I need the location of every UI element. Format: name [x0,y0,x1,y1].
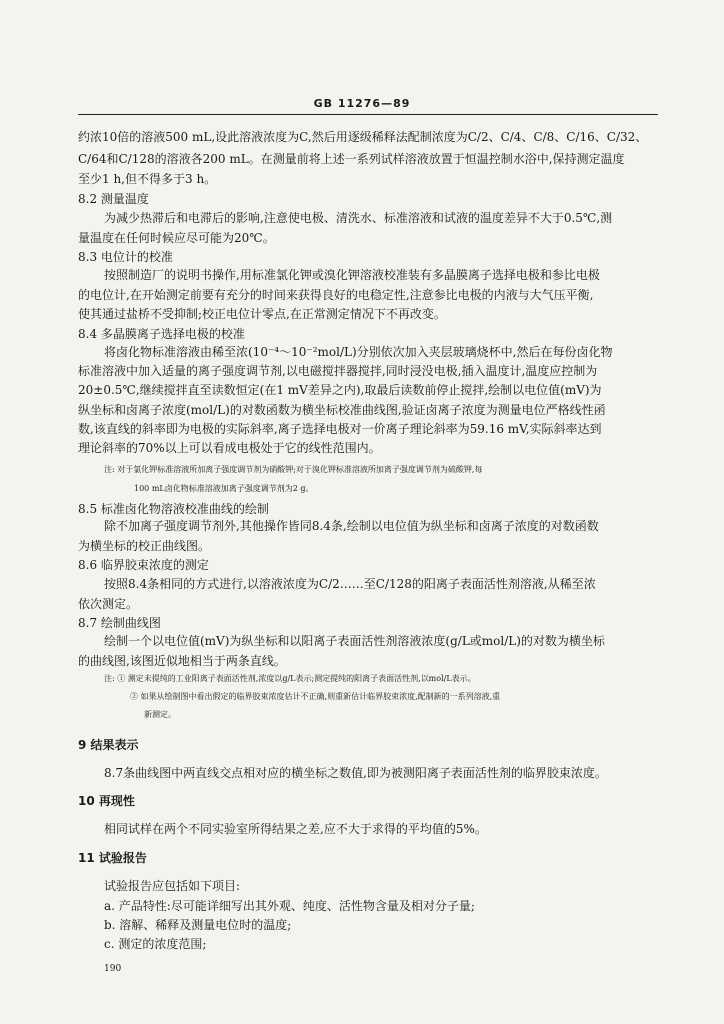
note-text: 新测定。 [144,710,176,719]
list-item: a. 产品特性:尽可能详细写出其外观、纯度、活性物含量及相对分子量; [104,899,475,913]
section-heading-8-6: 8.6 临界胶束浓度的测定 [78,558,209,572]
body-text: 按照8.4条相同的方式进行,以溶液浓度为C/2……至C/128的阳离子表面活性剂溶液,从稀至浓 [104,577,596,591]
body-text: 使其通过盐桥不受抑制;校正电位计零点,在正常测定情况下不再改变。 [78,307,446,321]
section-heading-10: 10 再现性 [78,794,135,808]
page-number: 190 [104,964,122,974]
body-text: 将卤化物标准溶液由稀至浓(10⁻⁴～10⁻²mol/L)分别依次加入夹层玻璃烧杯中,然后在每份卤化物 [104,345,613,359]
body-text: 20±0.5℃,继续搅拌直至读数恒定(在1 mV差异之内),取最后读数前停止搅拌,绘制以电位值(mV)为 [78,383,602,397]
note-text: 注: ① 测定未提纯的工业阳离子表面活性剂,浓度以g/L表示;测定提纯的阳离子表面活性剂,以mol/L表示。 [104,674,476,683]
body-text: 除不加离子强度调节剂外,其他操作皆同8.4条,绘制以电位值为纵坐标和卤离子浓度的对数函数 [104,519,599,533]
section-heading-9: 9 结果表示 [78,738,139,752]
body-text: 理论斜率的70%以上可以看成电极处于它的线性范围内。 [78,441,381,455]
standard-header: GB 11276—89 [313,97,411,110]
body-text: 约浓10倍的溶液500 mL,设此溶液浓度为C,然后用逐级稀释法配制浓度为C/2、C/4、C/8、C/16、C/32、 [78,130,648,144]
section-heading-8-4: 8.4 多晶膜离子选择电极的校准 [78,327,245,341]
body-text: 按照制造厂的说明书操作,用标准氯化钾或溴化钾溶液校准装有多晶膜离子选择电极和参比电极 [104,268,600,282]
section-heading-8-3: 8.3 电位计的校准 [78,250,173,264]
section-heading-11: 11 试验报告 [78,851,147,865]
body-text: 为减少热滞后和电滞后的影响,注意使电极、清洗水、标准溶液和试液的温度差异不大于0.5℃,测 [104,211,613,225]
section-heading-8-2: 8.2 测量温度 [78,192,149,206]
body-text: 的电位计,在开始测定前要有充分的时间来获得良好的电稳定性,注意参比电极的内液与大气压平衡, [78,288,594,302]
section-heading-8-5: 8.5 标准卤化物溶液校准曲线的绘制 [78,502,269,516]
body-text: 至少1 h,但不得多于3 h。 [78,172,217,186]
list-item: c. 测定的浓度范围; [104,937,207,951]
section-heading-8-7: 8.7 绘制曲线图 [78,616,161,630]
body-text: 8.7条曲线图中两直线交点相对应的横坐标之数值,即为被测阳离子表面活性剂的临界胶束浓度。 [104,766,607,780]
body-text: 量温度在任何时候应尽可能为20℃。 [78,231,275,245]
body-text: 的曲线图,该图近似地相当于两条直线。 [78,654,286,668]
body-text: 为横坐标的校正曲线图。 [78,539,211,553]
note-text: 100 mL卤化物标准溶液加离子强度调节剂为2 g。 [134,484,314,493]
body-text: C/64和C/128的溶液各200 mL。在测量前将上述一系列试样溶液放置于恒温控制水浴中,保持测定温度 [78,152,625,166]
note-text: 注: 对于氯化钾标准溶液所加离子强度调节剂为硝酸钾;对于溴化钾标准溶液所加离子强度调节剂为硫酸钾,每 [104,465,483,474]
body-text: 绘制一个以电位值(mV)为纵坐标和以阳离子表面活性剂溶液浓度(g/L或mol/L)的对数为横坐标 [104,634,605,648]
body-text: 纵坐标和卤离子浓度(mol/L)的对数函数为横坐标校准曲线图,验证卤离子浓度为测量电位严格线性函 [78,403,606,417]
body-text: 试验报告应包括如下项目: [104,879,241,893]
list-item: b. 溶解、稀释及测量电位时的温度; [104,918,292,932]
body-text: 标准溶液中加入适量的离子强度调节剂,以电磁搅拌器搅拌,同时浸没电极,插入温度计,温度应控制为 [78,364,598,378]
body-text: 相同试样在两个不同实验室所得结果之差,应不大于求得的平均值的5%。 [104,822,487,836]
note-text: ② 如果从绘制图中看出假定的临界胶束浓度估计不正确,则重新估计临界胶束浓度,配制新的一系列溶液,重 [130,692,501,701]
body-text: 数,该直线的斜率即为电极的实际斜率,离子选择电极对一价离子理论斜率为59.16 mV,实际斜率达到 [78,422,602,436]
header-rule [78,114,658,115]
body-text: 依次测定。 [78,597,139,611]
